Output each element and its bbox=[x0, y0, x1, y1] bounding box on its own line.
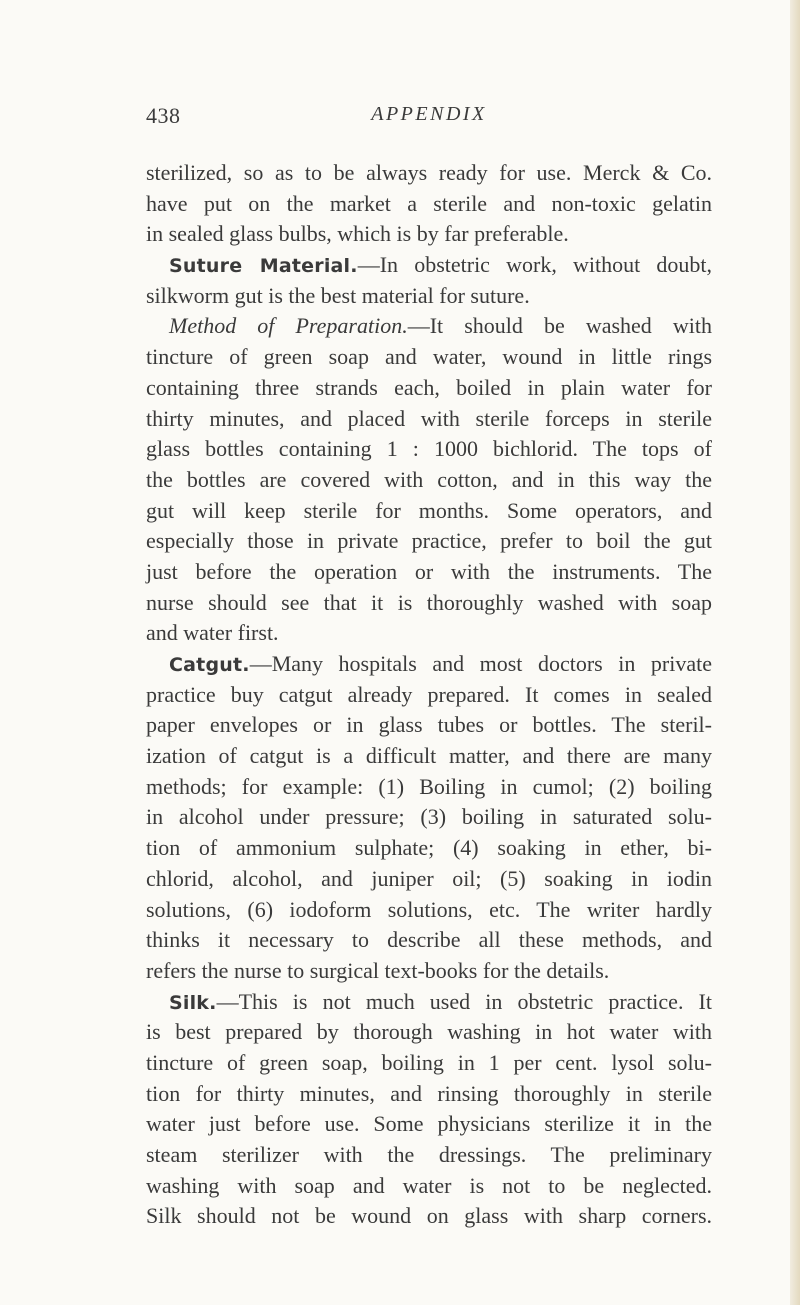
text-line: in sealed glass bulbs, which is by far preferable. bbox=[146, 221, 569, 247]
subsection-heading: Method of Preparation. bbox=[169, 313, 408, 339]
text-line: silkworm gut is the best material for suture. bbox=[146, 282, 530, 308]
subsection-heading-line bbox=[146, 311, 712, 342]
text-line: ization of catgut is a difficult matter, and there are many bbox=[146, 743, 712, 769]
text-line: Silk should not be wound on glass with sharp corners. bbox=[146, 1203, 712, 1229]
text-line: gut will keep sterile for months. Some operators, and bbox=[146, 497, 712, 523]
text-line: containing three strands each, boiled in plain water for bbox=[146, 374, 712, 400]
text-line: is best prepared by thorough washing in hot water with bbox=[146, 1019, 712, 1045]
body-text bbox=[146, 158, 712, 1232]
text-line: thinks it necessary to describe all these methods, and bbox=[146, 927, 712, 953]
text-run: —In obstetric work, without doubt, bbox=[357, 252, 712, 278]
text-run: —It should be washed with bbox=[407, 313, 712, 339]
text-line: the bottles are covered with cotton, and in this way the bbox=[146, 466, 712, 492]
text-line: nurse should see that it is thoroughly washed with soap bbox=[146, 589, 712, 615]
text-line: washing with soap and water is not to be neglected. bbox=[146, 1172, 712, 1198]
text-line: tincture of green soap and water, wound in little rings bbox=[146, 344, 712, 370]
section-heading: Silk. bbox=[169, 991, 217, 1014]
text-line: glass bottles containing 1 : 1000 bichlorid. The tops of bbox=[146, 436, 712, 462]
text-line: tincture of green soap, boiling in 1 per cent. lysol solu- bbox=[146, 1049, 712, 1075]
page-edge bbox=[790, 0, 800, 1305]
text-line: solutions, (6) iodoform solutions, etc. The writer hardly bbox=[146, 896, 712, 922]
section-heading-line bbox=[146, 987, 712, 1018]
text-line: paper envelopes or in glass tubes or bottles. The steril- bbox=[146, 712, 712, 738]
section-heading-line bbox=[146, 250, 712, 281]
text-run: —Many hospitals and most doctors in private bbox=[249, 651, 712, 676]
text-line: steam sterilizer with the dressings. The preliminary bbox=[146, 1142, 712, 1167]
page-number: 438 bbox=[146, 103, 181, 128]
text-line: thirty minutes, and placed with sterile forceps in sterile bbox=[146, 405, 712, 431]
section-heading: Suture Material. bbox=[169, 255, 358, 278]
text-line: tion for thirty minutes, and rinsing thoroughly in sterile bbox=[146, 1080, 712, 1106]
text-line: especially those in private practice, prefer to boil the gut bbox=[146, 528, 712, 554]
text-line: just before the operation or with the instruments. The bbox=[146, 558, 712, 584]
text-line: methods; for example: (1) Boiling in cumol; (2) boiling bbox=[146, 773, 712, 799]
section-heading: Catgut. bbox=[169, 654, 250, 676]
text-line: tion of ammonium sulphate; (4) soaking in ether, bi- bbox=[146, 835, 712, 861]
text-line: have put on the market a sterile and non-toxic gelatin bbox=[146, 190, 712, 216]
text-line: chlorid, alcohol, and juniper oil; (5) soaking in iodin bbox=[146, 865, 712, 891]
page-header bbox=[146, 103, 712, 133]
text-line: refers the nurse to surgical text-books for the details. bbox=[146, 957, 610, 983]
text-line: water just before use. Some physicians sterilize it in the bbox=[146, 1111, 712, 1137]
section-heading-line bbox=[146, 649, 712, 680]
text-line: in alcohol under pressure; (3) boiling in saturated solu- bbox=[146, 804, 712, 830]
running-head: APPENDIX bbox=[371, 103, 487, 125]
text-line: practice buy catgut already prepared. It comes in sealed bbox=[146, 681, 712, 707]
text-line: sterilized, so as to be always ready for use. Merck & Co. bbox=[146, 160, 712, 185]
text-run: —This is not much used in obstetric practice. It bbox=[216, 988, 712, 1014]
text-line: and water first. bbox=[146, 620, 279, 646]
